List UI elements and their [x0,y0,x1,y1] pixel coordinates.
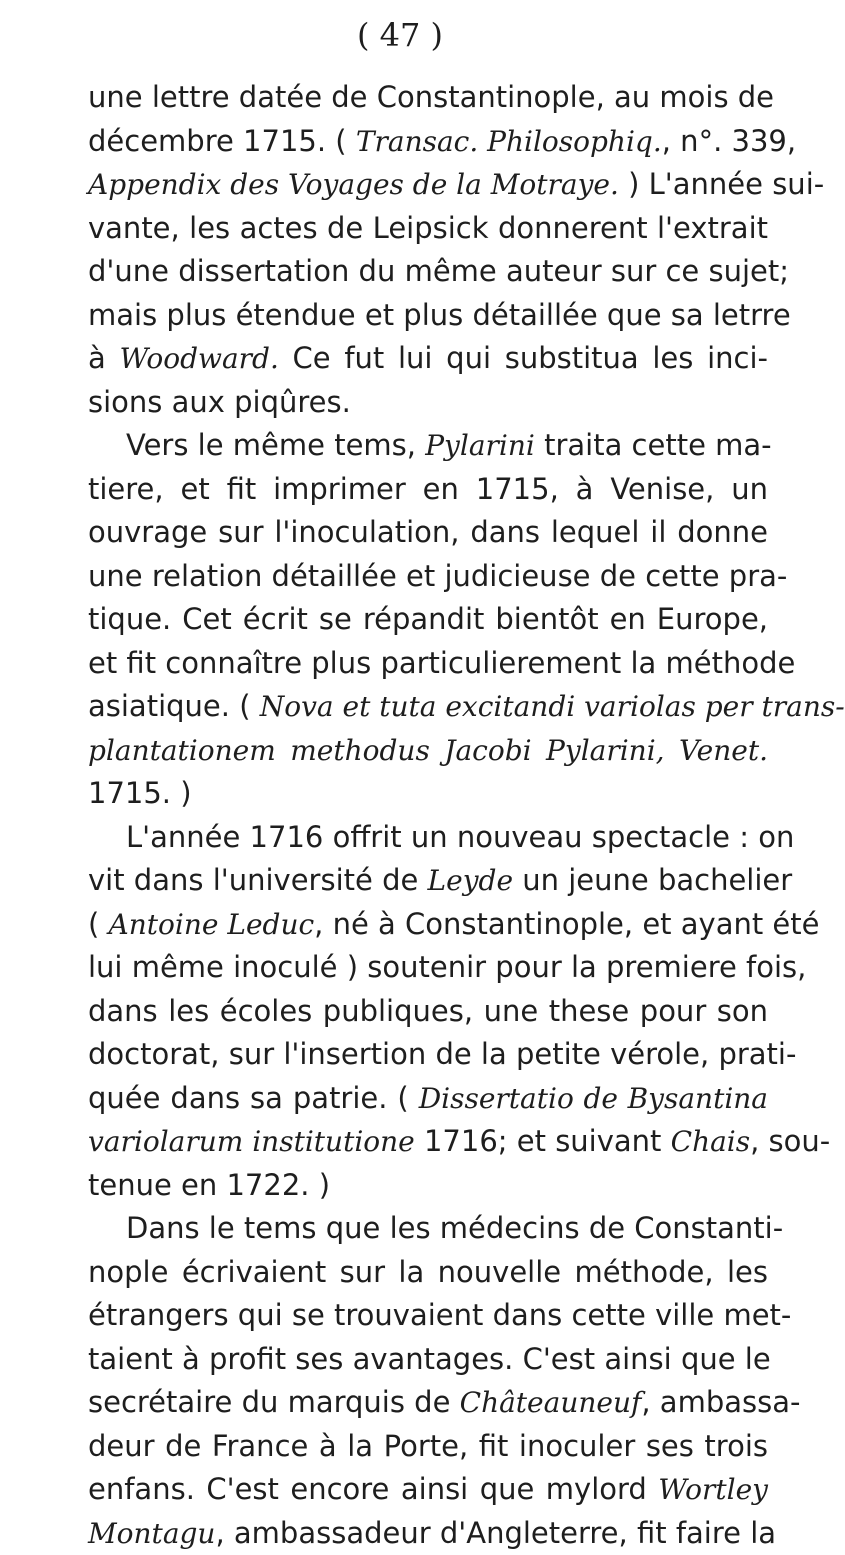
text-segment: ( [88,907,109,941]
text-line [88,76,768,120]
body-text [88,76,768,1555]
text-segment: dans les écoles publiques, une these pour son [88,994,768,1028]
italic-text: Dissertatio de Bysantina [419,1082,768,1115]
text-line [88,859,768,903]
text-line [88,1033,768,1077]
text-line [88,816,768,860]
text-segment: mais plus étendue et plus détaillée que sa letrre [88,298,791,332]
text-segment: , ambassa- [641,1385,800,1419]
text-segment: décembre 1715. ( [88,124,356,158]
text-line [88,511,768,555]
text-segment: deur de France à la Porte, fit inoculer ses trois [88,1429,768,1463]
text-segment: d'une dissertation du même auteur sur ce sujet; [88,254,789,288]
text-line [88,1294,768,1338]
text-line [88,772,768,816]
italic-text: Transac. Philosophiq. [356,125,662,158]
text-line [88,381,768,425]
text-line [88,207,768,251]
italic-text: Woodward. [119,342,278,375]
text-line [88,990,768,1034]
text-segment: à [88,341,119,375]
text-segment: vit dans l'université de [88,863,428,897]
italic-text: plantationem methodus Jacobi Pylarini, Venet. [88,734,768,767]
text-line [88,120,768,164]
text-line [88,337,768,381]
text-segment: Dans le tems que les médecins de Constanti- [126,1211,783,1245]
text-line [88,555,768,599]
text-segment: Ce fut lui qui substitua les inci- [279,341,768,375]
text-segment: 1716; et suivant [415,1124,671,1158]
text-segment: vante, les actes de Leipsick donnerent l'extrait [88,211,768,245]
text-segment: traita cette ma- [535,428,772,462]
text-segment: une lettre datée de Constantinople, au mois de [88,80,774,114]
text-segment: et fit connaître plus particulierement la méthode [88,646,795,680]
text-segment: une relation détaillée et judicieuse de cette pra- [88,559,787,593]
text-segment: , né à Constantinople, et ayant été [314,907,819,941]
text-line [88,294,768,338]
text-segment: lui même inoculé ) soutenir pour la premiere fois, [88,950,806,984]
text-line [88,250,768,294]
page-number: ( 47 ) [0,16,800,54]
text-segment: enfans. C'est encore ainsi que mylord [88,1472,658,1506]
text-segment: , ambassadeur d'Angleterre, fit faire la [215,1516,776,1550]
text-line [88,1120,768,1164]
italic-text: Nova et tuta excitandi variolas per trans- [260,690,845,723]
text-segment: un jeune bachelier [513,863,792,897]
text-segment: secrétaire du marquis de [88,1385,460,1419]
text-line [88,1468,768,1512]
text-line [88,642,768,686]
text-segment: tiere, et fit imprimer en 1715, à Venise, un [88,472,768,506]
text-segment: sions aux piqûres. [88,385,351,419]
italic-text: Antoine Leduc [109,908,315,941]
text-line [88,1512,768,1555]
text-segment: doctorat, sur l'insertion de la petite vérole, prati- [88,1037,796,1071]
text-line [88,598,768,642]
text-segment: nople écrivaient sur la nouvelle méthode, les [88,1255,768,1289]
italic-text: Wortley [658,1473,768,1506]
text-line [88,946,768,990]
italic-text: variolarum institutione [88,1125,415,1158]
text-segment: quée dans sa patrie. ( [88,1081,419,1115]
text-segment: tenue en 1722. ) [88,1168,330,1202]
text-segment: Vers le même tems, [126,428,425,462]
italic-text: Châteauneuf [460,1386,642,1419]
text-line [88,729,768,773]
text-line [88,1425,768,1469]
text-line [88,1338,768,1382]
text-segment: , sou- [750,1124,830,1158]
text-segment: 1715. ) [88,776,192,810]
text-segment: ouvrage sur l'inoculation, dans lequel il donne [88,515,768,549]
text-line [88,1164,768,1208]
text-segment: tique. Cet écrit se répandit bientôt en Europe, [88,602,768,636]
text-segment: taient à profit ses avantages. C'est ainsi que le [88,1342,771,1376]
italic-text: Leyde [428,864,513,897]
text-line [88,163,768,207]
italic-text: Pylarini [425,429,535,462]
text-segment: étrangers qui se trouvaient dans cette ville met- [88,1298,791,1332]
text-segment: ) L'année sui- [619,167,824,201]
text-line [88,1381,768,1425]
italic-text: Montagu [88,1517,215,1550]
italic-text: Appendix des Voyages de la Motraye. [88,168,619,201]
text-line [88,424,768,468]
text-line [88,903,768,947]
text-segment: L'année 1716 offrit un nouveau spectacle : on [126,820,794,854]
text-line [88,1207,768,1251]
text-line [88,685,768,729]
text-line [88,1251,768,1295]
text-line [88,468,768,512]
text-segment: asiatique. ( [88,689,260,723]
text-segment: , n°. 339, [662,124,796,158]
italic-text: Chais [671,1125,750,1158]
text-line [88,1077,768,1121]
